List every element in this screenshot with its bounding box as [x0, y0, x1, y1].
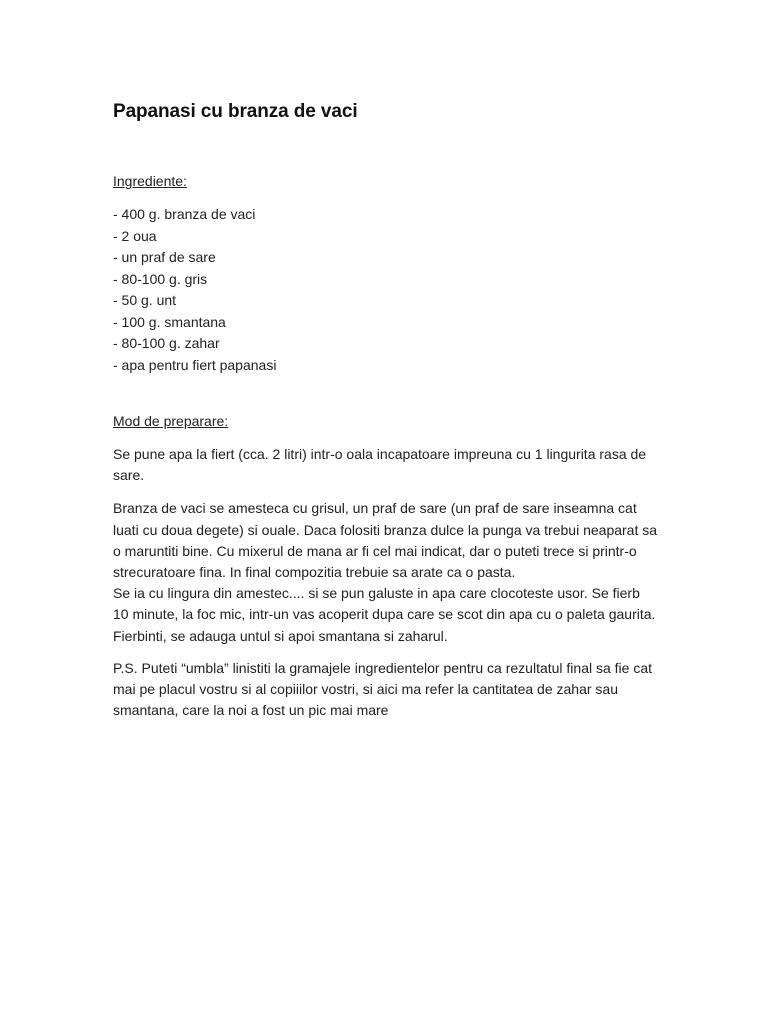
ingredients-list [113, 204, 658, 376]
method-paragraph: Se pune apa la fiert (cca. 2 litri) intr-o oala incapatoare impreuna cu 1 lingurita rasa de sare. [113, 446, 647, 484]
method-paragraph: Fierbinti, se adauga untul si apoi smantana si zaharul. [113, 627, 448, 644]
postscript-paragraph: P.S. Puteti “umbla” linistiti la gramajele ingredientelor pentru ca rezultatul final sa fie cat mai pe placul vostru si al copiiilor vostri, si aici ma refer la cantitatea de zahar sau smantana, care la noi a fost un pic mai mare [113, 659, 653, 719]
ingredient-item: - 400 g. branza de vaci [113, 206, 256, 222]
ingredient-item: - 80-100 g. zahar [113, 335, 220, 351]
method-paragraph: Se ia cu lingura din amestec.... si se pun galuste in apa care clocoteste usor. Se fierb 10 minute, la foc mic, intr-un vas acoperit dupa care se scot din apa cu o paleta gaurita. [113, 585, 656, 623]
ingredient-item: - 50 g. unt [113, 292, 177, 308]
document-page [113, 98, 658, 721]
ingredient-item: - apa pentru fiert papanasi [113, 356, 277, 373]
ingredient-item: - 100 g. smantana [113, 313, 226, 330]
method-heading: Mod de preparare: [113, 413, 229, 429]
ingredient-item: - 2 oua [113, 227, 157, 244]
page-title: Papanasi cu branza de vaci [113, 101, 358, 122]
ingredient-item: - 80-100 g. gris [113, 270, 208, 287]
ingredient-item: - un praf de sare [113, 249, 216, 265]
method-paragraph: Branza de vaci se amesteca cu grisul, un praf de sare (un praf de sare inseamna cat luati cu doua degete) si ouale. Daca folositi branza dulce la punga va trebui neaparat sa o maruntiti bine. Cu mixerul de mana ar fi cel mai indicat, dar o puteti trece si printr-o strecuratoare fina. In final compozitia trebuie sa arate ca o pasta. [113, 500, 658, 581]
ingredients-heading: Ingrediente: [113, 173, 187, 189]
